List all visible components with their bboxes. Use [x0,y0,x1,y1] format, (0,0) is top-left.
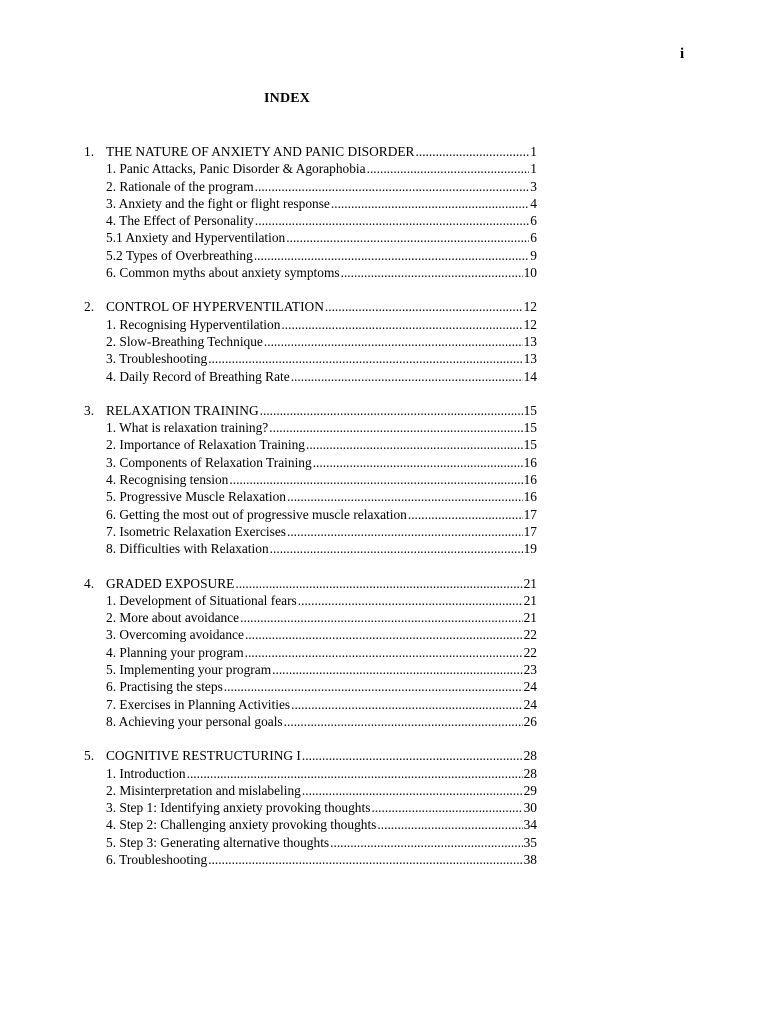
dot-leader [208,350,522,367]
toc-entry [84,540,537,557]
entry-page: 15 [523,437,537,453]
entry-title: 3. Anxiety and the fight or flight response [106,195,330,211]
toc-entry [84,678,537,695]
entry-page: 28 [523,765,537,781]
dot-leader [187,765,523,782]
entry-page: 17 [523,506,537,522]
toc-entry [84,471,537,488]
entry-page: 16 [523,472,537,488]
toc-entry [84,488,537,505]
toc-section-heading [84,402,537,419]
toc-entry [84,333,537,350]
toc-entry [84,851,537,868]
entry-page: 16 [523,489,537,505]
entry-title: 2. Rationale of the program [106,178,254,194]
entry-page: 14 [523,368,537,384]
entry-page: 22 [523,627,537,643]
entry-title: 4. The Effect of Personality [106,213,254,229]
entry-title: 6. Common myths about anxiety symptoms [106,265,340,281]
entry-title: 5. Step 3: Generating alternative thoughts [106,834,330,850]
toc-entry [84,436,537,453]
entry-page: 6 [530,213,537,229]
toc-entry [84,696,537,713]
section-title: COGNITIVE RESTRUCTURING I [106,748,301,764]
dot-leader [291,368,523,385]
entry-title: 4. Planning your program [106,644,244,660]
entry-title: 5.2 Types of Overbreathing [106,247,253,263]
dot-leader [287,523,523,540]
section-number: 2. [84,299,95,315]
toc-section [84,575,537,731]
dot-leader [269,419,522,436]
entry-page: 17 [523,523,537,539]
toc-entry [84,609,537,626]
dot-leader [281,316,522,333]
section-title: CONTROL OF HYPERVENTILATION [106,299,324,315]
entry-page: 23 [523,662,537,678]
section-page: 28 [523,748,537,764]
toc-entry [84,644,537,661]
dot-leader [287,488,523,505]
entry-title: 3. Step 1: Identifying anxiety provoking thoughts [106,800,371,816]
dot-leader [416,143,530,160]
entry-page: 6 [530,230,537,246]
section-page: 15 [523,402,537,418]
dot-leader [254,247,529,264]
entry-page: 19 [523,541,537,557]
entry-title: 4. Step 2: Challenging anxiety provoking thoughts [106,817,377,833]
entry-page: 21 [523,592,537,608]
dot-leader [330,834,522,851]
entry-title: 1. Panic Attacks, Panic Disorder & Agoraphobia [106,161,366,177]
toc-section-heading [84,143,537,160]
toc-entry [84,368,537,385]
dot-leader [371,799,522,816]
entry-title: 5. Progressive Muscle Relaxation [106,489,286,505]
toc-entry [84,195,537,212]
entry-title: 8. Achieving your personal goals [106,713,283,729]
entry-page: 29 [523,782,537,798]
entry-title: 1. Introduction [106,765,186,781]
entry-title: 4. Daily Record of Breathing Rate [106,368,290,384]
dot-leader [367,160,530,177]
entry-title: 3. Troubleshooting [106,351,208,367]
entry-title: 1. What is relaxation training? [106,420,269,436]
dot-leader [255,212,529,229]
entry-page: 21 [523,610,537,626]
entry-page: 13 [523,333,537,349]
toc-section [84,402,537,558]
entry-title: 2. Slow-Breathing Technique [106,333,263,349]
dot-leader [255,178,530,195]
toc-entry [84,816,537,833]
entry-title: 7. Isometric Relaxation Exercises [106,523,286,539]
entry-title: 1. Development of Situational fears [106,592,297,608]
entry-title: 7. Exercises in Planning Activities [106,696,291,712]
dot-leader [229,471,522,488]
dot-leader [272,661,522,678]
entry-page: 26 [523,713,537,729]
toc-entry [84,350,537,367]
toc-entry [84,661,537,678]
page-number: i [680,46,685,62]
dot-leader [408,506,523,523]
dot-leader [313,454,523,471]
dot-leader [260,402,523,419]
toc-section [84,747,537,868]
toc-section [84,298,537,384]
entry-page: 3 [530,178,537,194]
entry-title: 8. Difficulties with Relaxation [106,541,269,557]
entry-page: 16 [523,454,537,470]
entry-page: 30 [523,800,537,816]
section-number: 4. [84,575,95,591]
dot-leader [245,626,523,643]
section-page: 12 [523,299,537,315]
toc-section [84,143,537,281]
section-number: 3. [84,402,95,418]
dot-leader [302,747,523,764]
dot-leader [270,540,523,557]
toc-entry [84,782,537,799]
dot-leader [286,229,529,246]
section-number: 5. [84,748,95,764]
toc-entry [84,713,537,730]
dot-leader [331,195,529,212]
entry-title: 4. Recognising tension [106,472,229,488]
toc-entry [84,229,537,246]
section-title: GRADED EXPOSURE [106,575,235,591]
dot-leader [264,333,523,350]
dot-leader [224,678,523,695]
dot-leader [341,264,523,281]
entry-title: 6. Getting the most out of progressive muscle relaxation [106,506,407,522]
entry-page: 35 [523,834,537,850]
dot-leader [284,713,523,730]
dot-leader [302,782,523,799]
entry-page: 13 [523,351,537,367]
section-number: 1. [84,144,95,159]
dot-leader [325,298,523,315]
toc-section-heading [84,298,537,315]
entry-title: 2. Misinterpretation and mislabeling [106,782,301,798]
page-title: INDEX [264,91,311,106]
toc-entry [84,523,537,540]
section-page: 21 [523,575,537,591]
toc-entry [84,799,537,816]
toc-entry [84,454,537,471]
entry-page: 4 [530,195,537,211]
toc-entry [84,160,537,177]
dot-leader [377,816,522,833]
entry-title: 5.1 Anxiety and Hyperventilation [106,230,286,246]
dot-leader [291,696,523,713]
entry-page: 10 [523,265,537,281]
toc-entry [84,316,537,333]
table-of-contents [84,143,537,885]
toc-entry [84,247,537,264]
entry-page: 38 [523,851,537,867]
toc-section-heading [84,575,537,592]
entry-page: 12 [523,316,537,332]
dot-leader [240,609,522,626]
toc-entry [84,765,537,782]
entry-page: 1 [530,161,537,177]
entry-page: 34 [523,817,537,833]
section-title: THE NATURE OF ANXIETY AND PANIC DISORDER [106,144,415,159]
entry-title: 6. Practising the steps [106,679,223,695]
dot-leader [208,851,522,868]
toc-entry [84,419,537,436]
toc-entry [84,178,537,195]
entry-title: 5. Implementing your program [106,662,272,678]
entry-title: 6. Troubleshooting [106,851,208,867]
dot-leader [235,575,522,592]
toc-entry [84,592,537,609]
entry-title: 3. Components of Relaxation Training [106,454,312,470]
toc-entry [84,264,537,281]
dot-leader [306,436,523,453]
toc-section-heading [84,747,537,764]
entry-title: 2. More about avoidance [106,610,240,626]
entry-page: 24 [523,679,537,695]
section-title: RELAXATION TRAINING [106,402,259,418]
toc-entry [84,506,537,523]
entry-page: 9 [530,247,537,263]
entry-page: 15 [523,420,537,436]
entry-title: 2. Importance of Relaxation Training [106,437,305,453]
entry-title: 3. Overcoming avoidance [106,627,244,643]
entry-page: 24 [523,696,537,712]
toc-entry [84,834,537,851]
entry-page: 22 [523,644,537,660]
entry-title: 1. Recognising Hyperventilation [106,316,281,332]
dot-leader [298,592,523,609]
toc-entry [84,626,537,643]
toc-entry [84,212,537,229]
dot-leader [245,644,523,661]
section-page: 1 [530,144,537,159]
